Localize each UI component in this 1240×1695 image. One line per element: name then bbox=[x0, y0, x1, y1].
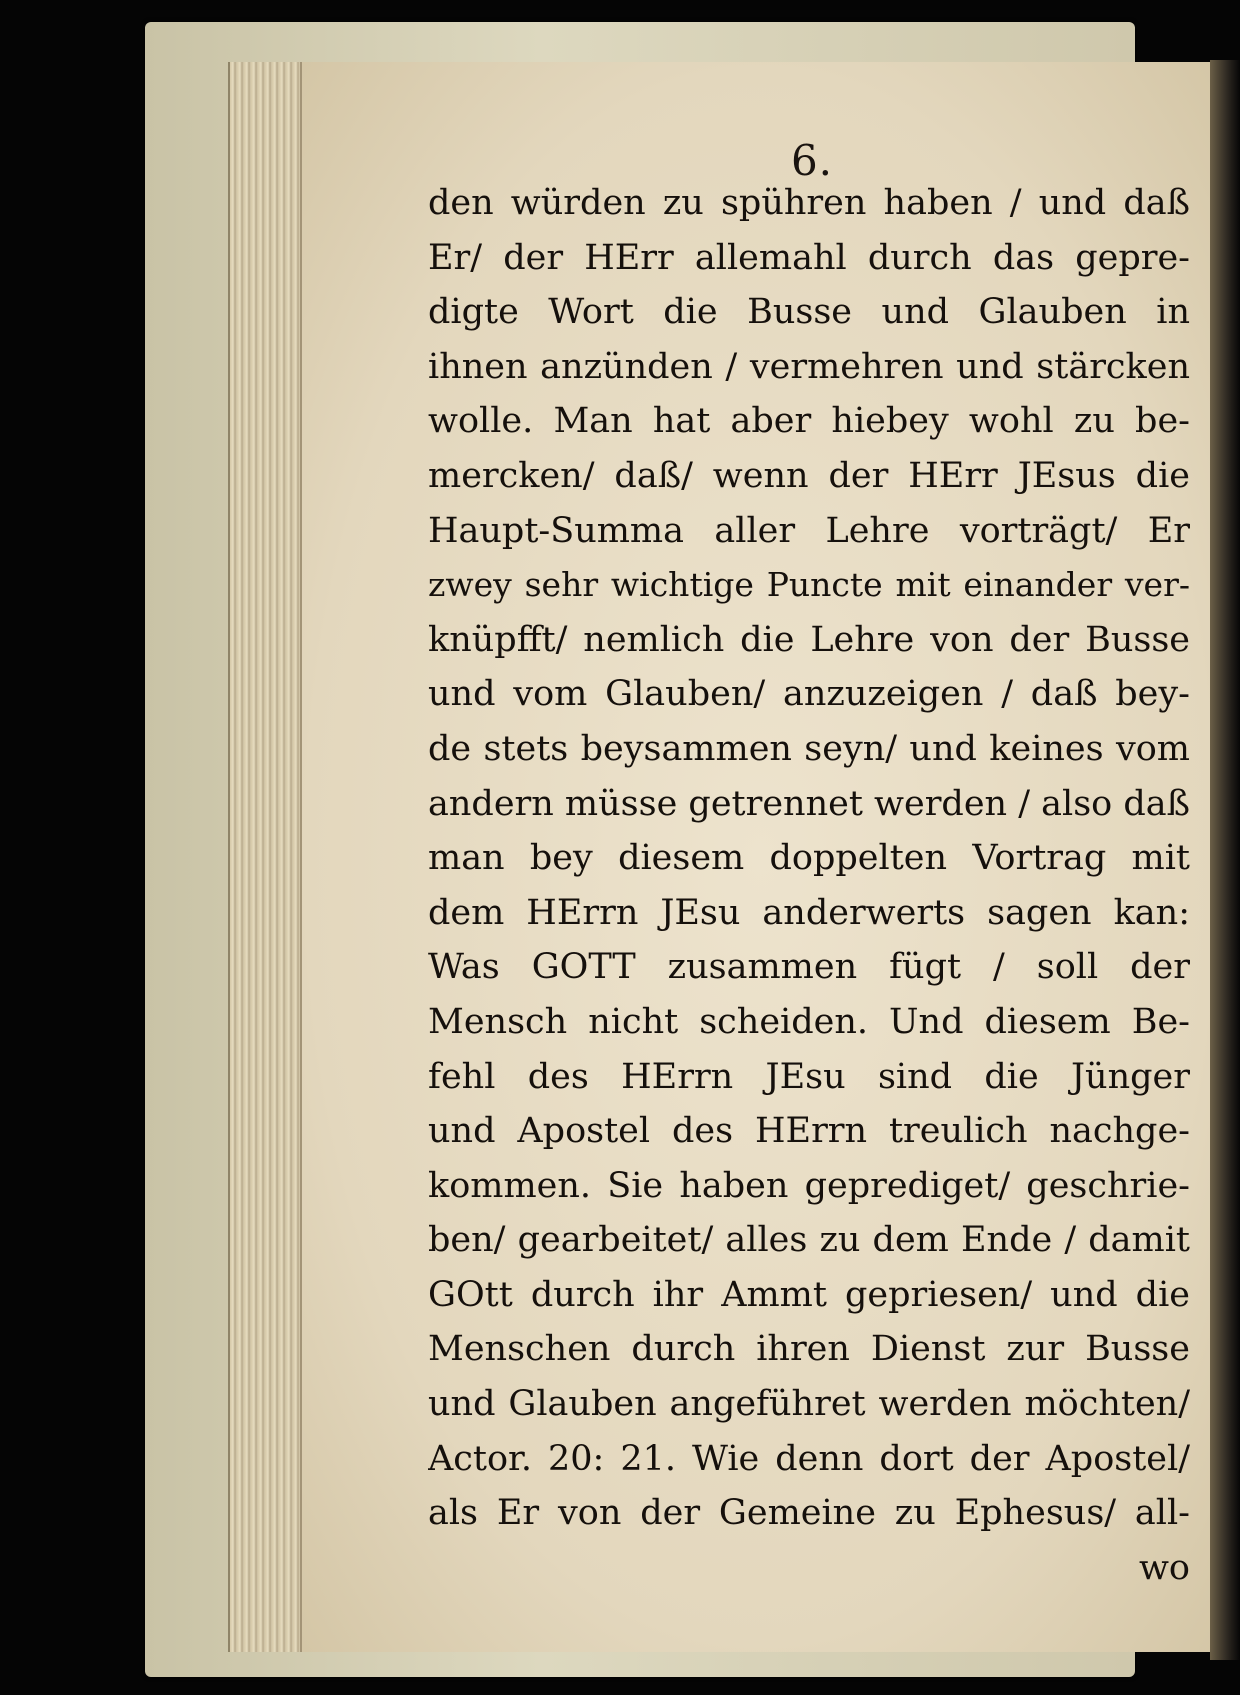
text-line: andern müsse getrennet werden / also daß bbox=[428, 783, 1190, 824]
text-line: knüpfft/ nemlich die Lehre von der Busse bbox=[428, 619, 1190, 660]
text-line: Mensch nicht scheiden. Und diesem Be- bbox=[428, 1001, 1190, 1042]
text-line: Haupt-Summa aller Lehre vorträgt/ Er bbox=[428, 510, 1190, 551]
text-line: als Er von der Gemeine zu Ephesus/ all- bbox=[428, 1493, 1190, 1534]
facing-page-shadow bbox=[1210, 60, 1240, 1660]
page-number: 6. bbox=[790, 136, 834, 185]
text-line: und Apostel des HErrn treulich nachge- bbox=[428, 1111, 1190, 1152]
text-line: ben/ gearbeitet/ alles zu dem Ende / damit bbox=[428, 1220, 1190, 1261]
text-line: zwey sehr wichtige Puncte mit einander ver- bbox=[428, 565, 1190, 605]
text-line: Menschen durch ihren Dienst zur Busse bbox=[428, 1329, 1190, 1370]
text-line: ihnen anzünden / vermehren und stärcken bbox=[428, 346, 1190, 387]
text-line: digte Wort die Busse und Glauben in bbox=[428, 292, 1190, 333]
text-line: GOtt durch ihr Ammt gepriesen/ und die bbox=[428, 1274, 1190, 1315]
text-line: fehl des HErrn JEsu sind die Jünger bbox=[428, 1056, 1190, 1097]
text-line: und vom Glauben/ anzuzeigen / daß bey- bbox=[428, 674, 1190, 715]
page-text bbox=[428, 176, 1190, 1595]
text-line: wolle. Man hat aber hiebey wohl zu be- bbox=[428, 401, 1190, 442]
text-line: mercken/ daß/ wenn der HErr JEsus die bbox=[428, 455, 1190, 496]
text-line: man bey diesem doppelten Vortrag mit bbox=[428, 838, 1190, 879]
text-line: Actor. 20: 21. Wie denn dort der Apostel/ bbox=[428, 1438, 1190, 1479]
catchword: wo bbox=[1138, 1547, 1190, 1588]
text-line: de stets beysammen seyn/ und keines vom bbox=[428, 728, 1190, 769]
page-edges bbox=[228, 62, 305, 1652]
text-line: kommen. Sie haben geprediget/ geschrie- bbox=[428, 1165, 1190, 1206]
text-line: Er/ der HErr allemahl durch das gepre- bbox=[428, 237, 1190, 278]
text-line: und Glauben angeführet werden möchten/ bbox=[428, 1384, 1190, 1425]
text-line: dem HErrn JEsu anderwerts sagen kan: bbox=[428, 892, 1190, 933]
text-line: den würden zu spühren haben / und daß bbox=[428, 183, 1190, 223]
text-line: Was GOTT zusammen fügt / soll der bbox=[428, 947, 1190, 988]
